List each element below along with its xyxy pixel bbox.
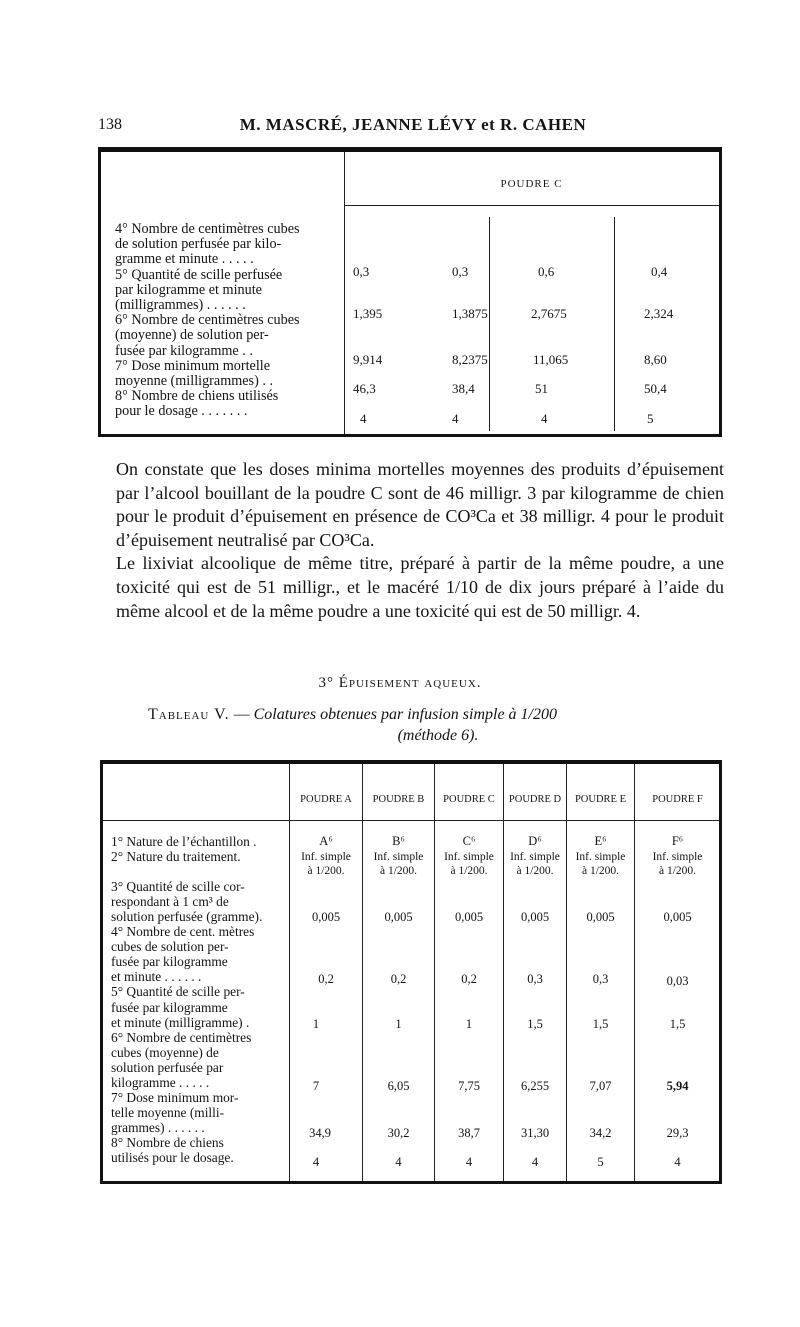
table2-treatment: Inf. simple	[373, 851, 424, 863]
table-caption-label: Tableau V.	[148, 706, 230, 723]
table2-treatment: Inf. simple	[301, 851, 351, 863]
table2-label-line: grammes) . . . . . .	[111, 1119, 205, 1135]
table1-label-line: 5° Quantité de scille perfusée	[115, 266, 283, 283]
table1-label-line: gramme et minute . . . . .	[115, 251, 254, 268]
table1-cell: 8,60	[644, 352, 667, 367]
table2-row-labels	[111, 834, 289, 1165]
table1-row-labels	[115, 222, 343, 420]
table2-cell: 1	[395, 1017, 402, 1031]
table1-label-line: pour le dosage . . . . . . .	[115, 403, 248, 420]
table2-cell: 4	[465, 1155, 473, 1169]
running-title: M. MASCRÉ, JEANNE LÉVY et R. CAHEN	[239, 115, 587, 134]
table1-label-line: par kilogramme et minute	[115, 281, 262, 298]
table2-column-header: POUDRE E	[574, 794, 627, 805]
paragraph: On constate que les doses minima mortelles moyennes des produits d’épuisement par l’alcool bouillant de la poudre C sont de 46 milligr. 3 par kilogramme de chien pour le produit d’épuisement en présence de CO³Ca et 38 milligr. 4 pour le produit d’épuisement neutralisé par CO³Ca.	[116, 459, 724, 550]
table2-label-line	[111, 864, 289, 879]
table2-label-line: solution perfusée par	[111, 1059, 224, 1075]
table-caption	[148, 704, 708, 746]
table2-cell: 0,005	[663, 910, 692, 924]
table2-cell: 34,9	[309, 1126, 331, 1140]
table1-column-rule	[614, 217, 615, 431]
table1-cell: 51	[535, 381, 548, 396]
table2-cell: 34,2	[589, 1126, 612, 1140]
table-v	[100, 760, 722, 1184]
table-caption-text: Colatures obtenues par infusion simple à 1/200	[253, 706, 557, 723]
table2-sample-name: A⁶	[319, 834, 333, 848]
table1-cell: 50,4	[644, 381, 667, 396]
table1-cell: 11,065	[533, 352, 569, 367]
table1-label-line: 8° Nombre de chiens utilisés	[115, 388, 279, 405]
table2-cell: 6,05	[387, 1079, 410, 1093]
table2-cell: 0,005	[311, 910, 341, 924]
table2-treatment-ratio: à 1/200.	[516, 865, 554, 877]
table2-sample-name: B⁶	[392, 834, 405, 848]
table1-cell: 5	[647, 411, 654, 426]
page-header	[98, 116, 728, 140]
table2-label-line: respondant à 1 cm³ de	[111, 894, 229, 910]
table2-cell: 5,94	[666, 1079, 689, 1093]
table2-cell: 0,2	[461, 972, 477, 986]
table2-cell: 6,255	[520, 1079, 550, 1093]
table2-cell: 0,2	[390, 972, 407, 986]
table-caption-dash: —	[233, 706, 250, 723]
table1-header-rule	[344, 205, 719, 206]
table2-treatment-ratio: à 1/200.	[307, 865, 345, 877]
table2-cell: 1,5	[592, 1017, 609, 1031]
table2-treatment: Inf. simple	[575, 851, 626, 863]
table1-label-line: (moyenne) de solution per-	[115, 327, 269, 344]
table2-cell: 4	[674, 1155, 681, 1169]
table1-column-rule	[489, 217, 490, 431]
table2-column-header: POUDRE A	[300, 794, 352, 805]
table2-label-line: 3° Quantité de scille cor-	[111, 879, 245, 895]
table2-header-rule	[103, 820, 719, 821]
table2-column-rule	[634, 764, 635, 1181]
table1-cell: 4	[541, 411, 548, 426]
page-number: 138	[98, 116, 122, 133]
table2-treatment-ratio: à 1/200.	[581, 865, 620, 877]
body-text	[116, 458, 724, 623]
table2-label-line: 1° Nature de l’échantillon .	[111, 834, 257, 849]
table2-cell: 7,07	[589, 1079, 612, 1093]
table2-treatment: Inf. simple	[510, 851, 560, 863]
table1-label-line: de solution perfusée par kilo-	[115, 236, 282, 253]
table2-cell: 5	[597, 1155, 604, 1169]
table1-cell: 4	[360, 411, 367, 426]
section-title: 3° Épuisement aqueux.	[318, 675, 482, 691]
table1-cell: 0,3	[353, 264, 370, 279]
table2-cell: 7,75	[458, 1079, 480, 1093]
table1-cell: 0,3	[452, 264, 469, 279]
table1-cell: 0,6	[538, 264, 555, 279]
table2-label-line: et minute (milligramme) .	[111, 1014, 250, 1030]
table1-label-line: moyenne (milligrammes) . .	[115, 373, 273, 390]
table2-label-line: cubes (moyenne) de	[111, 1044, 219, 1060]
table2-cell: 0,005	[454, 910, 484, 924]
table2-column-header: POUDRE F	[652, 794, 703, 805]
table-caption-text: (méthode 6).	[397, 727, 479, 744]
table2-cell: 1,5	[669, 1017, 686, 1031]
table2-cell: 4	[395, 1155, 402, 1169]
table2-cell: 1	[465, 1017, 473, 1031]
table2-cell: 0,005	[586, 910, 615, 924]
table2-cell: 31,30	[520, 1126, 550, 1140]
table2-sample-name: C⁶	[462, 834, 476, 848]
table1-cell: 0,4	[651, 264, 668, 279]
table2-label-line: 7° Dose minimum mor-	[111, 1089, 239, 1105]
table2-cell: 4	[312, 1155, 320, 1169]
table2-label-line: solution perfusée (gramme).	[111, 909, 263, 925]
table2-cell: 7	[312, 1079, 320, 1093]
table2-cell: 38,7	[458, 1126, 480, 1140]
table2-column-header: POUDRE D	[508, 794, 562, 805]
table2-label-line: kilogramme . . . . .	[111, 1074, 210, 1090]
table2-sample-name: E⁶	[594, 834, 607, 848]
table1-label-line: 6° Nombre de centimètres cubes	[115, 312, 300, 329]
table2-cell: 0,03	[666, 974, 689, 988]
table1-label-line: 4° Nombre de centimètres cubes	[115, 221, 300, 237]
table-poudre-c	[98, 147, 722, 437]
table1-cell: 4	[452, 411, 459, 426]
table2-column-header: POUDRE B	[372, 794, 425, 805]
table2-treatment: Inf. simple	[652, 851, 703, 863]
table2-treatment-ratio: à 1/200.	[379, 865, 418, 877]
table2-label-line: fusée par kilogramme	[111, 954, 228, 970]
table2-label-line: fusée par kilogramme	[111, 999, 228, 1015]
table2-cell: 0,2	[318, 972, 334, 986]
table2-sample-name: D⁶	[528, 834, 542, 848]
table2-label-line: utilisés pour le dosage.	[111, 1149, 234, 1165]
table2-cell: 29,3	[666, 1126, 689, 1140]
table1-cell: 1,3875	[452, 306, 488, 321]
table1-label-line: 7° Dose minimum mortelle	[115, 357, 271, 374]
table2-label-line: 8° Nombre de chiens	[111, 1134, 224, 1150]
table1-cell: 46,3	[353, 381, 376, 396]
table1-column-header: POUDRE C	[500, 178, 563, 190]
table2-cell: 4	[531, 1155, 539, 1169]
table1-cell: 2,324	[644, 306, 674, 321]
table2-sample-name: F⁶	[671, 834, 684, 848]
table2-cell: 30,2	[387, 1126, 410, 1140]
table2-label-line: 4° Nombre de cent. mètres	[111, 924, 255, 940]
table2-cell: 1	[312, 1017, 320, 1031]
table2-label-line: 5° Quantité de scille per-	[111, 984, 245, 1000]
table2-label-line: 6° Nombre de centimètres	[111, 1029, 252, 1045]
table2-treatment-ratio: à 1/200.	[450, 865, 488, 877]
table2-cell: 0,3	[592, 972, 609, 986]
table1-cell: 2,7675	[531, 306, 567, 321]
table2-label-line: telle moyenne (milli-	[111, 1104, 225, 1120]
table1-cell: 38,4	[452, 381, 475, 396]
table1-cell: 8,2375	[452, 352, 488, 367]
table2-cell: 0,005	[520, 910, 550, 924]
table1-divider	[344, 152, 345, 434]
table2-treatment-ratio: à 1/200.	[658, 865, 697, 877]
table2-label-line: cubes de solution per-	[111, 939, 229, 955]
table2-treatment: Inf. simple	[444, 851, 494, 863]
table1-label-line: fusée par kilogramme . .	[115, 342, 253, 359]
table1-label-line: (milligrammes) . . . . . .	[115, 297, 246, 314]
table2-cell: 1,5	[527, 1017, 543, 1031]
table1-cell: 1,395	[353, 306, 383, 321]
table2-cell: 0,005	[384, 910, 413, 924]
table2-label-line: et minute . . . . . .	[111, 969, 202, 985]
table2-cell: 0,3	[527, 972, 543, 986]
table2-column-header: POUDRE C	[443, 794, 495, 805]
paragraph: Le lixiviat alcoolique de même titre, préparé à partir de la même poudre, a une toxicité qui est de 51 milligr., et le macéré 1/10 de dix jours préparé à l’aide du même alcool et de la même poudre a une toxicité qui est de 50 milligr. 4.	[116, 553, 724, 621]
table2-label-line: 2° Nature du traitement.	[111, 849, 241, 865]
table1-cell: 9,914	[353, 352, 383, 367]
